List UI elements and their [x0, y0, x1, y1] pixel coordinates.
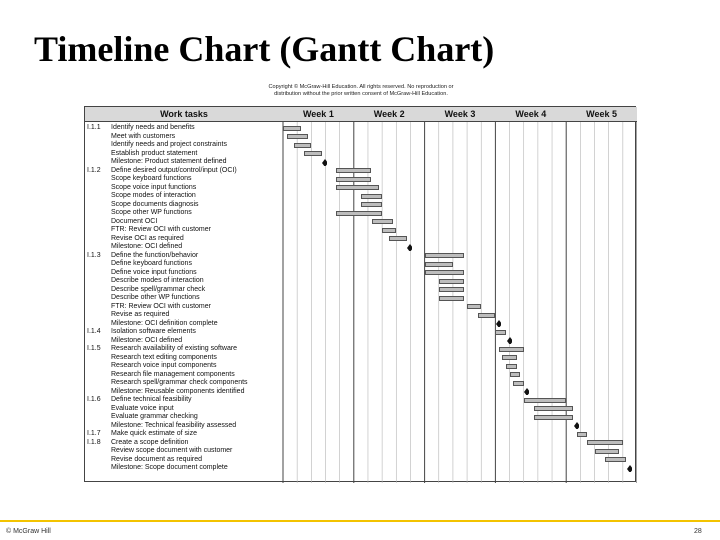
milestone-diamond	[627, 465, 632, 472]
task-label: Identify needs and project constraints	[111, 141, 227, 148]
task-row	[87, 269, 281, 278]
task-label: Scope modes of interaction	[111, 192, 196, 199]
task-row	[87, 422, 281, 431]
task-label: Describe other WP functions	[111, 294, 200, 301]
task-label: Milestone: Technical feasibility assessed	[111, 421, 237, 429]
task-bar	[361, 202, 382, 207]
task-label: Create a scope definition	[111, 438, 189, 446]
task-row	[87, 371, 281, 380]
task-label: Define desired output/control/input (OCI)	[111, 166, 237, 174]
task-bar	[336, 211, 382, 216]
task-row	[87, 243, 281, 252]
milestone-diamond	[496, 320, 501, 327]
task-row	[87, 150, 281, 159]
task-row	[87, 439, 281, 448]
task-row	[87, 388, 281, 397]
task-bar	[439, 287, 464, 292]
task-bar	[425, 253, 464, 258]
task-bar	[361, 194, 382, 199]
task-row	[87, 362, 281, 371]
gantt-chart	[84, 106, 636, 482]
milestone-shape	[407, 244, 412, 251]
task-bar	[389, 236, 407, 241]
task-row	[87, 337, 281, 346]
task-label: Identify needs and benefits	[111, 124, 195, 131]
task-bar	[499, 347, 524, 352]
task-row	[87, 218, 281, 227]
task-row	[87, 345, 281, 354]
task-row	[87, 430, 281, 439]
task-label: Define keyboard functions	[111, 260, 192, 267]
task-bar	[495, 330, 506, 335]
milestone-shape	[574, 422, 579, 429]
task-bar	[534, 406, 573, 411]
task-label: Define technical feasibility	[111, 396, 192, 403]
task-label: Document OCI	[111, 217, 158, 225]
task-label: Review scope document with customer	[111, 447, 233, 454]
header-week-1: Week 1	[302, 109, 334, 119]
milestone-shape	[507, 337, 512, 344]
copyright-line-2: distribution without the prior written consent of McGraw-Hill Education.	[274, 91, 448, 97]
task-bar	[425, 262, 453, 267]
task-bar	[513, 381, 524, 386]
task-bar	[506, 364, 517, 369]
task-id: I.1.5	[87, 345, 101, 352]
task-row	[87, 447, 281, 456]
task-label: FTR: Review OCI with customer	[111, 226, 211, 233]
header-week-4: Week 4	[515, 109, 547, 119]
header-week-2: Week 2	[373, 109, 405, 119]
task-id: I.1.7	[87, 430, 101, 437]
task-bar	[336, 168, 371, 173]
milestone-diamond	[524, 388, 529, 395]
task-label: Milestone: OCI definition complete	[111, 319, 218, 327]
task-bar	[304, 151, 322, 156]
task-bar	[524, 398, 566, 403]
task-bar	[467, 304, 481, 309]
header-week-3: Week 3	[444, 109, 476, 119]
copyright-line-1: Copyright © McGraw-Hill Education. All rights reserved. No reproduction or	[268, 84, 454, 90]
milestone-diamond	[407, 244, 412, 251]
task-row	[87, 320, 281, 329]
task-row	[87, 235, 281, 244]
task-label: Scope documents diagnosis	[111, 200, 199, 208]
task-row	[87, 354, 281, 363]
task-label: Make quick estimate of size	[111, 430, 197, 437]
task-row	[87, 311, 281, 320]
task-label: Milestone: Scope document complete	[111, 464, 228, 471]
task-row	[87, 226, 281, 235]
task-label: Research voice input components	[111, 362, 217, 369]
task-id: I.1.4	[87, 328, 101, 335]
milestone-shape	[322, 159, 327, 166]
milestone-diamond	[574, 422, 579, 429]
milestone-shape	[496, 320, 501, 327]
task-label: Research file management components	[111, 370, 235, 378]
task-bar	[577, 432, 588, 437]
task-label: Milestone: OCI defined	[111, 243, 183, 250]
task-row	[87, 167, 281, 176]
milestone-shape	[524, 388, 529, 395]
task-label: Milestone: OCI defined	[111, 336, 183, 344]
task-label: Revise OCI as required	[111, 234, 184, 242]
task-row	[87, 464, 281, 473]
task-bar	[439, 279, 464, 284]
task-label: Isolation software elements	[111, 328, 196, 335]
task-bar	[502, 355, 516, 360]
task-row	[87, 192, 281, 201]
task-bar	[287, 134, 308, 139]
task-bar	[605, 457, 626, 462]
task-bar	[595, 449, 620, 454]
task-bar	[336, 185, 378, 190]
task-label: Research text editing components	[111, 353, 217, 361]
task-id: I.1.2	[87, 166, 101, 174]
task-bar	[336, 177, 371, 182]
task-label: Meet with customers	[111, 132, 176, 140]
footer-copyright: © McGraw Hill	[6, 528, 51, 535]
task-bar	[587, 440, 622, 445]
task-row	[87, 184, 281, 193]
task-label: Revise as required	[111, 311, 170, 318]
task-label: Scope voice input functions	[111, 183, 197, 191]
task-label: Evaluate voice input	[111, 404, 174, 412]
task-row	[87, 260, 281, 269]
task-label: FTR: Review OCI with customer	[111, 302, 211, 310]
milestone-diamond	[322, 159, 327, 166]
task-row	[87, 396, 281, 405]
task-row	[87, 158, 281, 167]
task-label: Research spell/grammar check components	[111, 379, 248, 386]
task-row	[87, 175, 281, 184]
task-row	[87, 124, 281, 133]
task-label: Research availability of existing software	[111, 345, 238, 352]
task-id: I.1.6	[87, 396, 101, 403]
bottom-accent-rule	[0, 520, 720, 522]
task-bar	[294, 143, 312, 148]
header-week-5: Week 5	[586, 109, 618, 119]
task-row	[87, 328, 281, 337]
task-row	[87, 277, 281, 286]
task-row	[87, 141, 281, 150]
task-bar	[439, 296, 464, 301]
task-row	[87, 413, 281, 422]
task-label: Define the function/behavior	[111, 251, 199, 259]
milestone-shape	[627, 465, 632, 472]
task-row	[87, 286, 281, 295]
task-label: Revise document as required	[111, 455, 203, 463]
task-row	[87, 405, 281, 414]
task-label: Milestone: Product statement defined	[111, 158, 227, 165]
task-id: I.1.3	[87, 251, 101, 259]
task-row	[87, 456, 281, 465]
slide-title: Timeline Chart (Gantt Chart)	[34, 29, 495, 69]
task-label: Describe spell/grammar check	[111, 285, 206, 293]
task-row	[87, 209, 281, 218]
copyright-notice	[226, 84, 496, 98]
task-label: Milestone: Reusable components identified	[111, 387, 245, 395]
milestone-diamond	[507, 337, 512, 344]
task-bar	[283, 126, 301, 131]
task-row	[87, 379, 281, 388]
task-row	[87, 294, 281, 303]
task-label: Evaluate grammar checking	[111, 413, 198, 420]
task-label: Establish product statement	[111, 149, 198, 157]
task-id: I.1.8	[87, 438, 101, 446]
task-row	[87, 252, 281, 261]
task-label: Describe modes of interaction	[111, 277, 204, 284]
task-row	[87, 201, 281, 210]
task-label: Scope keyboard functions	[111, 175, 192, 182]
task-bar	[478, 313, 496, 318]
task-bar	[372, 219, 393, 224]
chart-header	[85, 107, 637, 122]
header-work-tasks: Work tasks	[160, 109, 208, 119]
task-bar	[382, 228, 396, 233]
task-label: Scope other WP functions	[111, 209, 192, 216]
page-number: 28	[694, 528, 702, 535]
task-row	[87, 133, 281, 142]
task-label: Define voice input functions	[111, 268, 197, 276]
task-bar	[510, 372, 521, 377]
task-row	[87, 303, 281, 312]
task-bar	[425, 270, 464, 275]
task-bar	[534, 415, 573, 420]
task-id: I.1.1	[87, 124, 101, 131]
